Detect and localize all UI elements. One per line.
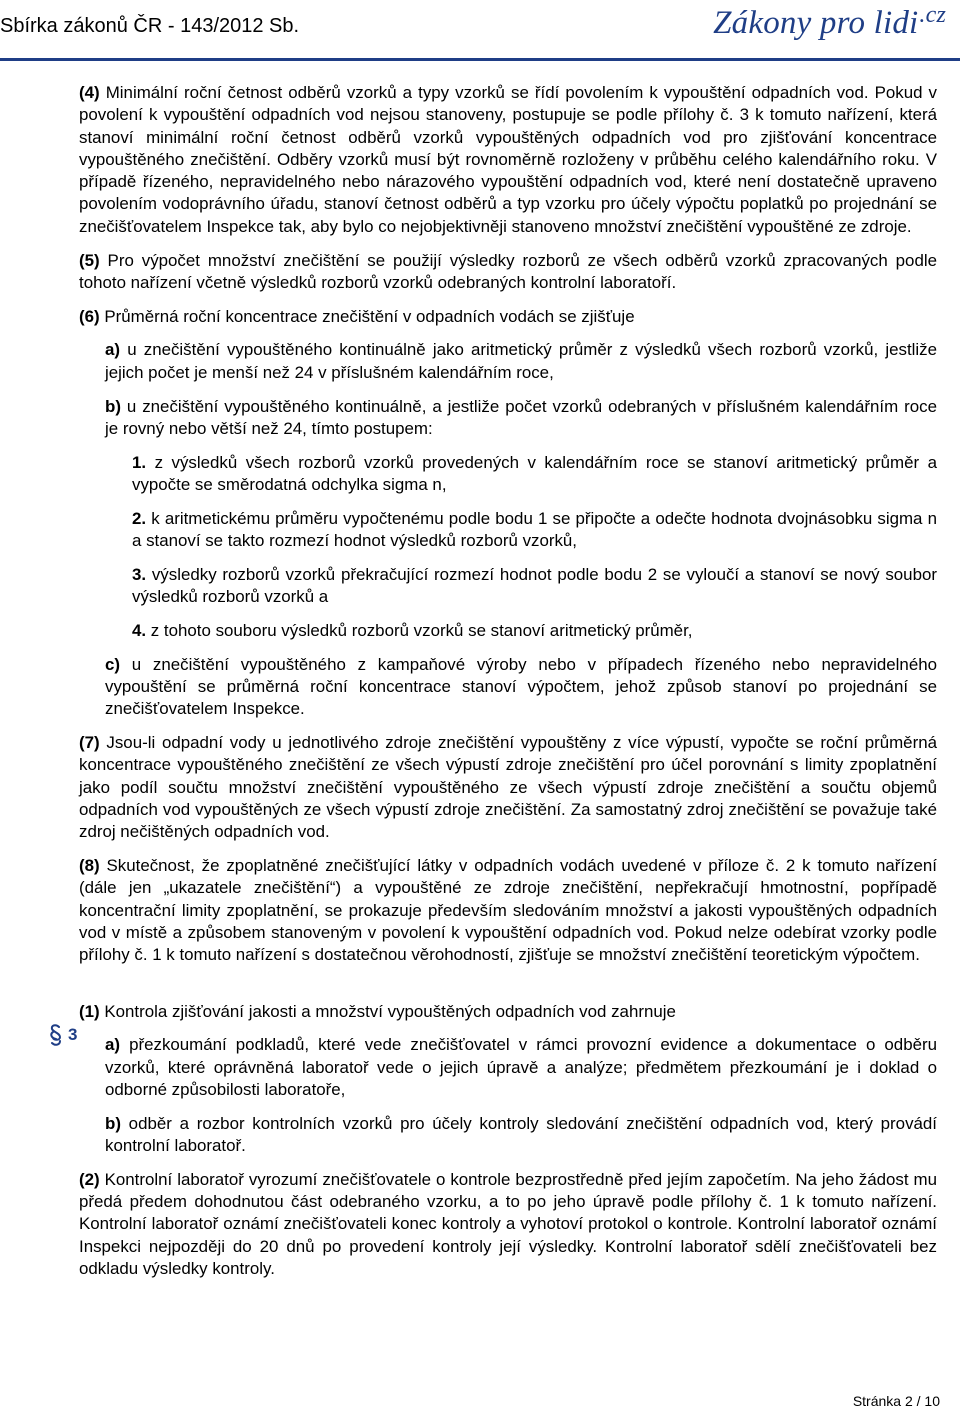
paragraph-number: (7) [79,733,100,753]
page-number: Stránka 2 / 10 [852,1393,940,1409]
point-text: z tohoto souboru výsledků rozborů vzorků se stanoví aritmetický průměr, [146,620,693,640]
paragraph-text: Jsou-li odpadní vody u jednotlivého zdroje znečištění vypouštěny z více výpustí, vypočte se roční průměrná koncentrace vypouštěného znečištění ze všech výpustí zdroje znečištění pro účel porovnání s limity zpoplatnění jako podíl součtu množství znečištění vypouštěného ze všech výpustí zdroje znečištění a součtu objemů odpadních vod vypouštěných ze všech výpustí zdroje znečištění. Za samostatný zdroj znečištění se považuje také zdroj nečištěných odpadních vod. [79,733,937,842]
paragraph-4 [79,82,937,238]
item-text: u znečištění vypouštěného z kampaňové výroby nebo v případech řízeného nebo nepravidelného vypouštění se průměrná roční koncentrace stanoví výpočtem, jehož způsob stanoví po projednání se znečišťovatelem Inspekce. [105,654,937,719]
section-marker[interactable] [48,1024,77,1046]
section-3-paragraph-1 [79,1001,937,1023]
paragraph-7 [79,732,937,843]
site-logo[interactable] [713,2,946,42]
section-sign-icon [48,1024,64,1046]
paragraph-6-item-a [105,339,937,384]
paragraph-6-item-b-point-4 [132,620,937,642]
point-text: k aritmetickému průměru vypočtenému podle bodu 1 se připočte a odečte hodnota dvojnásobku sigma n a stanoví se takto rozmezí hodnot výsledků rozborů vzorků, [132,508,937,551]
paragraph-number: (1) [79,1001,100,1021]
item-text: odběr a rozbor kontrolních vzorků pro účely kontroly sledování znečištění odpadních vod, který provádí kontrolní laboratoř. [105,1113,937,1156]
logo-text: Zákony pro lidi [713,5,919,41]
document-body [79,82,937,1292]
paragraph-text: Kontrola zjišťování jakosti a množství vypouštěných odpadních vod zahrnuje [99,1001,676,1021]
paragraph-6-item-c [105,654,937,721]
header-divider [0,58,960,61]
logo-suffix: .cz [919,2,946,28]
paragraph-number: (5) [79,250,100,270]
paragraph-number: (2) [79,1169,100,1189]
item-text: u znečištění vypouštěného kontinuálně, a jestliže počet vzorků odebraných v příslušném kalendářním roce je rovný nebo větší než 24, tímto postupem: [105,396,937,438]
paragraph-6-item-b-point-3 [132,564,937,609]
point-number: 3. [132,564,147,584]
paragraph-6-item-b-point-1 [132,452,937,497]
point-number: 2. [132,508,147,528]
paragraph-text: Skutečnost, že zpoplatněné znečišťující látky v odpadních vodách uvedené v příloze č. 2 k tomuto nařízení (dále jen „ukazatele znečištění“) a vypouštěné ze zdroje znečištění, nepřekračují hmotnostní, popřípadě koncentrační limity zpoplatnění, se prokazuje především sledováním množství a jakosti vypouštěných odpadních vod v místě a způsobem stanoveným v povolení k vypouštění odpadních vod. Pokud nelze odebírat vzorky podle přílohy č. 1 k tomuto nařízení s dostatečnou věrohodností, zjišťuje se množství znečištění teoretickým výpočtem. [79,856,937,965]
item-letter: b) [105,396,121,416]
document-title: Sbírka zákonů ČR - 143/2012 Sb. [0,15,300,37]
section-number: 3 [68,1025,78,1044]
paragraph-6-item-b-point-2 [132,508,937,553]
paragraph-number: (6) [79,306,100,326]
item-letter: a) [105,340,121,360]
paragraph-text: Pro výpočet množství znečištění se použijí výsledky rozborů ze všech odběrů vzorků zpracovaných podle tohoto nařízení včetně výsledků rozborů vzorků odebraných kontrolní laboratoří. [79,250,937,292]
point-text: výsledky rozborů vzorků překračující rozmezí hodnot podle bodu 2 se vyloučí a stanoví se nový soubor výsledků rozborů vzorků a [132,564,937,607]
paragraph-8 [79,855,937,966]
item-text: přezkoumání podkladů, které vede znečišťovatel v rámci provozní evidence a dokumentace o odběru vzorků, které oprávněná laboratoř vede o jejich úpravě a analýze; předmětem přezkoumání je i doklad o odborné způsobilosti laboratoře, [105,1035,937,1099]
paragraph-5 [79,250,937,295]
paragraph-text: Průměrná roční koncentrace znečištění v odpadních vodách se zjišťuje [99,306,635,326]
section-3-paragraph-1-item-b [105,1113,937,1158]
item-letter: c) [105,654,121,674]
paragraph-text: Minimální roční četnost odběrů vzorků a typy vzorků se řídí povolením k vypouštění odpadních vod. Pokud v povolení k vypouštění odpadních vod nejsou stanoveny, postupuje se podle přílohy č. 3 k tomuto nařízení, která stanoví minimální roční četnost odběrů vzorků vypouštěných odpadních vod pro zjišťování koncentrace vypouštěného znečištění. Odběry vzorků musí být rovnoměrně rozloženy v průběhu celého kalendářního roku. V případě řízeného, nepravidelného nebo nárazového vypouštění odpadních vod, které není dostatečně upraveno povolením vodoprávního úřadu, stanoví četnost odběrů a typ vzorku pro účely výpočtu poplatků po projednání se znečišťovatelem Inspekce tak, aby bylo co nejobjektivněji stanoveno množství znečištění vypouštěné ze zdroje. [79,83,937,236]
point-text: z výsledků všech rozborů vzorků provedených v kalendářním roce se stanoví aritmetický průměr a vypočte se směrodatná odchylka sigma n, [132,452,937,494]
point-number: 4. [132,620,147,640]
page-header [0,0,960,58]
section-3-paragraph-2 [79,1169,937,1280]
paragraph-text: Kontrolní laboratoř vyrozumí znečišťovatele o kontrole bezprostředně před jejím započetím. Na jeho žádost mu předá předem dohodnutou část odebraného vzorku, a to po jeho úpravě podle přílohy č. 1 k tomuto nařízení. Kontrolní laboratoř oznámí znečišťovateli konec kontroly a vyhotoví protokol o kontrole. Kontrolní laboratoř oznámí Inspekci nejpozději do 20 dnů po provedení kontroly její výsledky. Kontrolní laboratoř sdělí znečišťovateli bez odkladu výsledky kontroly. [79,1169,937,1279]
paragraph-number: (4) [79,83,100,102]
item-letter: a) [105,1035,121,1055]
item-letter: b) [105,1113,121,1133]
paragraph-6-item-b [105,396,937,441]
item-text: u znečištění vypouštěného kontinuálně jako aritmetický průměr z výsledků všech rozborů vzorků, jestliže jejich počet je menší než 24 v příslušném kalendářním roce, [105,340,937,382]
paragraph-6 [79,306,937,328]
section-3-paragraph-1-item-a [105,1034,937,1101]
paragraph-number: (8) [79,856,100,876]
point-number: 1. [132,452,147,472]
